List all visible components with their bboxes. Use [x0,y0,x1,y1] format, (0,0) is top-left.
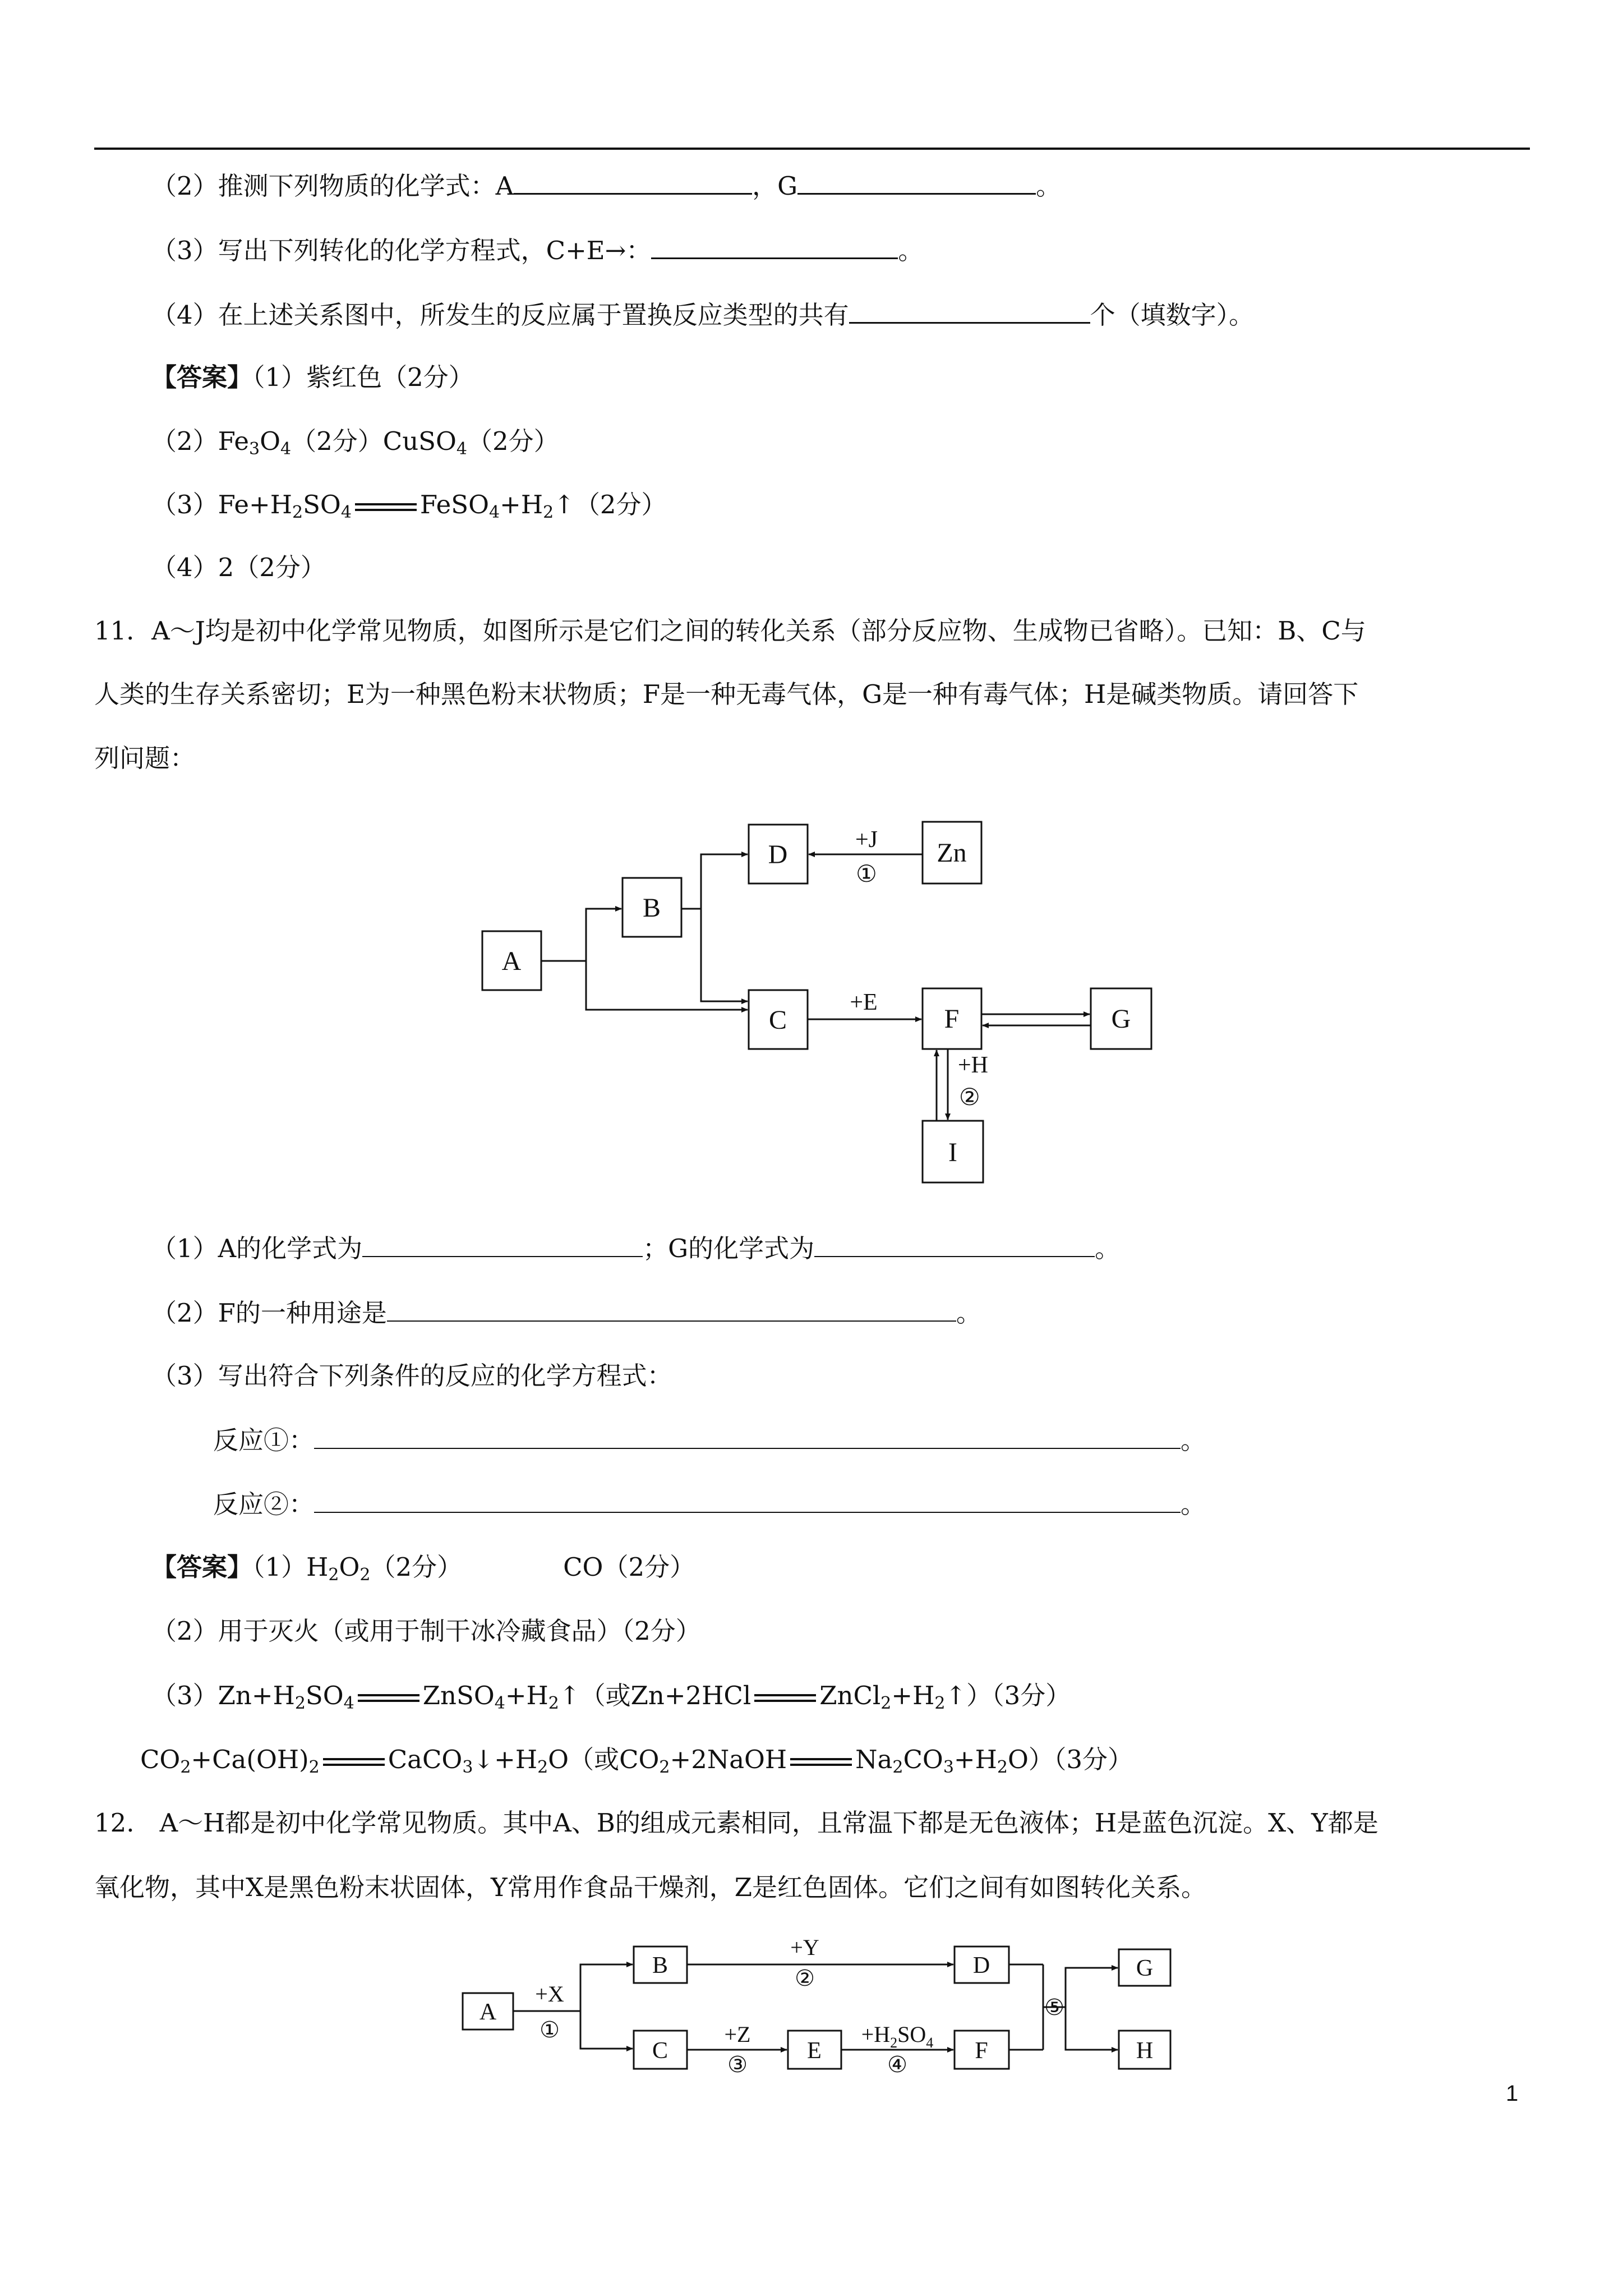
q11-edge-e: +E [850,990,878,1015]
q11-diagram [471,808,1172,1200]
q12-stem-line2: 氧化物，其中X是黑色粉末状固体，Y常用作食品干燥剂，Z是红色固体。它们之间有如图转化关系。 [94,1872,1207,1902]
q11-arrow-b-c [701,909,748,1001]
q12-label-f: F [975,2038,988,2064]
q12-edge-x: +X [535,1981,564,2007]
q11-stem-line2: 人类的生存关系密切；E为一种黑色粉末状物质；F是一种无毒气体，G是一种有毒气体；H是碱类物质。请回答下 [94,679,1359,709]
q11-arrow-a-b [541,909,621,961]
answer-blank-equation[interactable] [651,233,898,259]
prev-q4: （4）在上述关系图中，所发生的反应属于置换反应类型的共有 个（填数字）。 [151,297,1254,332]
q11-label-b: B [642,893,661,923]
equals-sign [754,1694,816,1702]
q11-answer-4: $CO_2+Ca(OH)_2$ $CaCO_3↓+H_2O$（或$CO_2+2NaOH$ $Na_2CO_3+H_2O)(3$分） [140,1745,1133,1777]
q11-label-a: A [501,946,522,976]
prev-q3: （3）写出下列转化的化学方程式，C+E→： 。 [151,233,923,268]
q12-label-h: H [1136,2038,1154,2064]
prev-answer-4: （4）2（2分） [151,553,326,582]
q11-stem-line1: 11．A～J均是初中化学常见物质，如图所示是它们之间的转化关系（部分反应物、生成物已省略）。已知：B、C与 [94,616,1366,646]
equals-sign [355,503,417,511]
q12-edge-2: ② [795,1966,815,1991]
q12-stem-line1: 12. A～H都是初中化学常见物质。其中A、B的组成元素相同，且常温下都是无色液体；H是蓝色沉淀。X、Y都是 [94,1808,1378,1838]
q11-blank-reaction2[interactable] [314,1487,1181,1513]
q11-label-d: D [768,840,788,869]
equals-sign [358,1694,419,1702]
q11-label-c: C [768,1005,787,1035]
equals-sign [323,1758,385,1766]
q12-edge-1: ① [540,2017,560,2042]
q11-part1: （1）A的化学式为 ；G的化学式为 。 [151,1231,1120,1266]
q12-label-b: B [652,1953,668,1978]
q11-edge-j: +J [855,827,878,853]
answer-blank-count[interactable] [849,297,1090,324]
q11-stem-line3: 列问题： [94,743,196,773]
q12-label-g: G [1136,1955,1154,1981]
q11-label-f: F [944,1004,960,1034]
prev-q2: （2）推测下列物质的化学式：A ，G 。 [151,168,1061,203]
q12-label-d: D [972,1953,990,1978]
answer-blank-a[interactable] [514,168,752,195]
q11-blank-f-use[interactable] [387,1296,956,1322]
q12-edge-4: ④ [887,2052,907,2077]
q11-blank-g-formula[interactable] [814,1231,1095,1257]
header-rule [94,148,1530,150]
q12-edge-5: ⑤ [1044,1995,1064,2020]
q12-edge-z: +Z [724,2022,751,2047]
q12-label-c: C [652,2038,668,2064]
q12-edge-3: ③ [727,2052,748,2077]
q11-edge-h: +H [958,1052,989,1078]
equals-sign [790,1758,852,1766]
q11-blank-a-formula[interactable] [362,1231,643,1257]
q11-answer-1: 【答案】$(1)H_2O_2(2$分） CO（2分） [151,1552,695,1585]
q12-arrow-to-h [1066,2007,1118,2050]
q11-reaction1: 反应①： 。 [213,1423,1206,1457]
q12-arrow-a-b [580,1964,633,2011]
q11-blank-reaction1[interactable] [314,1423,1181,1449]
q12-edge-y: +Y [790,1935,819,1960]
q12-label-a: A [479,1999,497,2025]
q12-arrow-a-c [580,2011,633,2049]
q12-label-e: E [807,2038,822,2064]
q11-part3: （3）写出符合下列条件的反应的化学方程式： [151,1361,672,1391]
page-number: 1 [1506,2081,1519,2106]
prev-answer-1: 【答案】（1）紫红色（2分） [151,362,474,392]
q11-label-zn: Zn [937,838,967,868]
prev-answer-3: $(3)Fe+H_2SO_4$ $FeSO_4+H_2↑(2$分） [151,490,667,522]
answer-blank-g[interactable] [797,168,1036,195]
q11-arrow-b-d [681,854,748,909]
q11-answer-2: （2）用于灭火（或用于制干冰冷藏食品）（2分） [151,1616,701,1646]
q11-label-g: G [1111,1004,1131,1034]
q11-edge-2: ② [959,1085,980,1111]
q11-arrow-a-c [586,961,748,1010]
q11-label-i: I [948,1138,957,1167]
q12-diagram [454,1930,1195,2081]
q11-part2: （2）F的一种用途是 。 [151,1296,981,1330]
q11-reaction2: 反应②： 。 [213,1487,1206,1521]
q11-edge-1: ① [856,862,877,887]
q11-answer-3: $(3)Zn+H_2SO_4$ $ZnSO_4+H_2↑$（或Zn+2HCl $ZnCl_2+H_2↑)(3$分） [151,1681,1071,1713]
prev-answer-2: $(2)Fe_3O_4(2$分）CuSO$_4$（2分） [151,426,559,459]
q12-edge-h2so4: $+H_2SO_4$ [861,2022,934,2051]
